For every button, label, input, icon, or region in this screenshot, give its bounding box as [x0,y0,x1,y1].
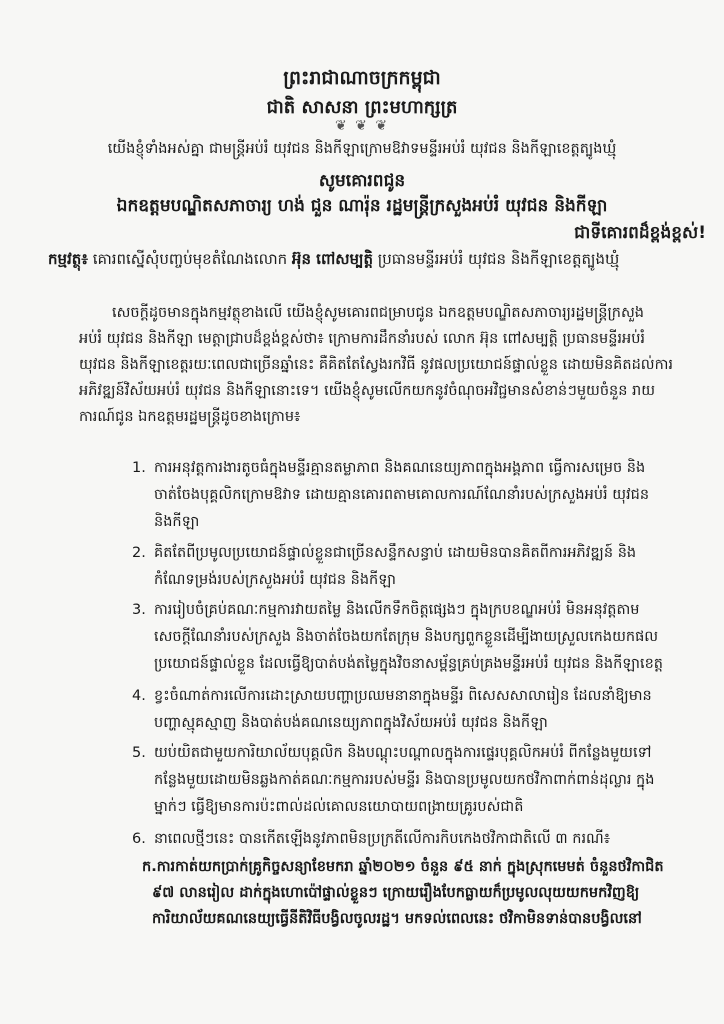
list-item [132,455,692,536]
list-item-line: កន្លែងមួយដោយមិនឆ្លងកាត់គណៈកម្មការរបស់មន្ទីរ និងបានប្រមូលយកថវិកាពាក់ពាន់ដុល្លារ ក្នុង [154,772,655,788]
sub-item-line: ក.ការកាត់យកប្រាក់គ្រូកិច្ចសន្យាខែមករា ឆ្នាំ២០២១ ចំនួន ៩៥ នាក់ ក្នុងស្រុកមេមត់ ចំនួនថវិកាជិត [142,859,664,875]
list-item-number: 4. [132,688,146,704]
sub-item-line: ការិយាល័យគណនេយ្យធ្វើនីតិវិធីបង្វិលចូលរដ្ឋ។ មកទល់ពេលនេះ ថវិកាមិនទាន់បានបង្វិលនៅ [152,911,642,927]
list-item-line: បញ្ហាស្មុគស្មាញ និងបាត់បង់គណនេយ្យភាពក្នុងវិស័យអប់រំ យុវជន និងកីឡា [154,715,548,731]
sub-item-a [142,854,712,932]
list-item-line: នាពេលថ្មីៗនេះ បានកើតឡើងនូវភាពមិនប្រក្រតីលើការកិបកេងថវិកាជាតិលើ ៣ ករណី៖ [154,831,611,847]
recipient-line: ឯកឧត្តមបណ្ឌិតសភាចារ្យ ហង់ ជួន ណារ៉ុន រដ្ឋមន្ត្រីក្រសួងអប់រំ យុវជន និងកីឡា [116,196,608,216]
subject-tail: ប្រធានមន្ទីរអប់រំ យុវជន និងកីឡាខេត្តត្បូងឃ្មុំ [373,250,620,268]
list-item-number: 1. [132,460,146,476]
body-line: អភិវឌ្ឍន៍វិស័យអប់រំ យុវជន និងកីឡានោះទេ។ យើងខ្ញុំសូមលើកយកនូវចំណុចអវិជ្ជមានសំខាន់ៗមួយចំនួន រាយ [79,383,656,399]
list-item [132,597,692,678]
recipient-honorific: ជាទីគោរពដ៏ខ្ពង់ខ្ពស់! [574,223,706,243]
intro-line: យើងខ្ញុំទាំងអស់គ្នា ជាមន្ត្រីអប់រំ យុវជន និងកីឡាក្រោមឱវាទមន្ទីរអប់រំ យុវជន និងកីឡាខេត្តត្បូងឃ្មុំ [107,141,617,157]
list-item-line: យប់យិតជាមួយការិយាល័យបុគ្គលិក និងបណ្ដុះបណ្ដាលក្នុងការផ្ទេរបុគ្គលិកអប់រំ ពីកន្លែងមួយទៅ [154,745,652,761]
motto-heading: ជាតិ សាសនា ព្រះមហាក្សត្រ [266,97,458,118]
list-item-number: 2. [132,545,146,561]
ornament-divider-icon: ❦ ❦ ❦ [334,118,390,134]
list-item [132,540,692,594]
sub-item-line: ៩៧ លានរៀល ដាក់ក្នុងហោប៉ៅផ្ទាល់ខ្លួនៗ ក្រោយរឿងបែកធ្លាយក៏ប្រមូលលុយយកមកវិញឱ្យ [152,885,640,901]
subject-line [48,250,713,272]
list-item-number: 3. [132,602,146,618]
list-item-line: ម្នាក់ៗ ធ្វើឱ្យមានការប៉ះពាល់ដល់គោលនយោបាយពង្រាយគ្រូរបស់ជាតិ [154,799,524,815]
subject-text: គោរពស្នើសុំបញ្ចប់មុខតំណែងលោក [87,250,292,268]
body-line: សេចក្ដីដូចមានក្នុងកម្មវត្ថុខាងលើ យើងខ្ញុំសូមគោរពជម្រាបជូន ឯកឧត្តមបណ្ឌិតសភាចារ្យរដ្ឋមន្ត្រីក្រសួង [112,305,645,321]
list-item-line: ការអនុវត្តការងារតូចធំក្នុងមន្ទីរគ្មានតម្លាភាព និងគណនេយ្យភាពក្នុងអង្គភាព ធ្វើការសម្រេច និង [154,460,646,476]
body-paragraph [79,300,677,430]
list-item-line: ខ្វះចំណាត់ការលើការដោះស្រាយបញ្ហាប្រឈមនានាក្នុងមន្ទីរ ពិសេសសាលារៀន ដែលនាំឱ្យមាន [154,688,652,704]
list-item-line: កំណែទម្រង់របស់ក្រសួងអប់រំ យុវជន និងកីឡា [154,572,396,588]
subject-label: កម្មវត្ថុ៖ [48,250,88,268]
body-line: យុវជន និងកីឡាខេត្តរយៈពេលជាច្រើនឆ្នាំនេះ គឺគិតតែស្វែងរកវិធី នូវផលប្រយោជន៍ផ្ទាល់ខ្លួន ដោយមិនគិតដល់ការ [79,357,674,373]
list-item-number: 5. [132,745,146,761]
list-item [132,683,692,737]
list-item-line: ចាត់ចែងបុគ្គលិកក្រោមឱវាទ ដោយគ្មានគោរពតាមគោលការណ៍ណែនាំរបស់ក្រសួងអប់រំ យុវជន [154,487,650,503]
list-item-line: ការរៀបចំគ្រប់គណៈកម្មការវាយតម្លៃ និងលើកទឹកចិត្តផ្សេងៗ ក្នុងក្របខណ្ឌអប់រំ មិនអនុវត្តតាម [154,602,640,618]
list-item-line: គិតតែពីប្រមូលប្រយោជន៍ផ្ទាល់ខ្លួនជាច្រើនសន្ទឹកសន្ធាប់ ដោយមិនបានគិតពីការអភិវឌ្ឍន៍ និង [154,545,637,561]
salutation: សូមគោរពជូន [318,171,406,191]
list-item-line: ប្រយោជន៍ផ្ទាល់ខ្លួន ដែលធ្វើឱ្យបាត់បង់តម្លៃក្នុងវិចនាសម្ព័ន្ធគ្រប់គ្រងមន្ទីរអប់រំ យុវជន និងកីឡាខេត្ត [154,656,664,672]
subject-name: អ៊ុន ពៅសម្បត្តិ [291,250,374,268]
list-item-number: 6. [132,831,146,847]
list-item-line: និងកីឡា [154,514,200,530]
body-line: អប់រំ យុវជន និងកីឡា មេត្តាជ្រាបដ៏ខ្ពង់ខ្ពស់ថា៖ ក្រោមការដឹកនាំរបស់ លោក អ៊ុន ពៅសម្បត្តិ ប្រធានមន្ទីរអប់រំ [79,331,646,347]
kingdom-heading: ព្រះរាជាណាចក្រកម្ពុជា [283,67,441,89]
list-item-line: សេចក្ដីណែនាំរបស់ក្រសួង និងចាត់ចែងយកតែក្រុម និងបក្សពួកខ្លួនដើម្បីងាយស្រួលកេងយកផល [154,629,659,645]
list-item [132,740,692,821]
list-item [132,826,692,853]
body-line: ការណ៍ជូន ឯកឧត្តមរដ្ឋមន្ត្រីដូចខាងក្រោម៖ [79,409,301,425]
